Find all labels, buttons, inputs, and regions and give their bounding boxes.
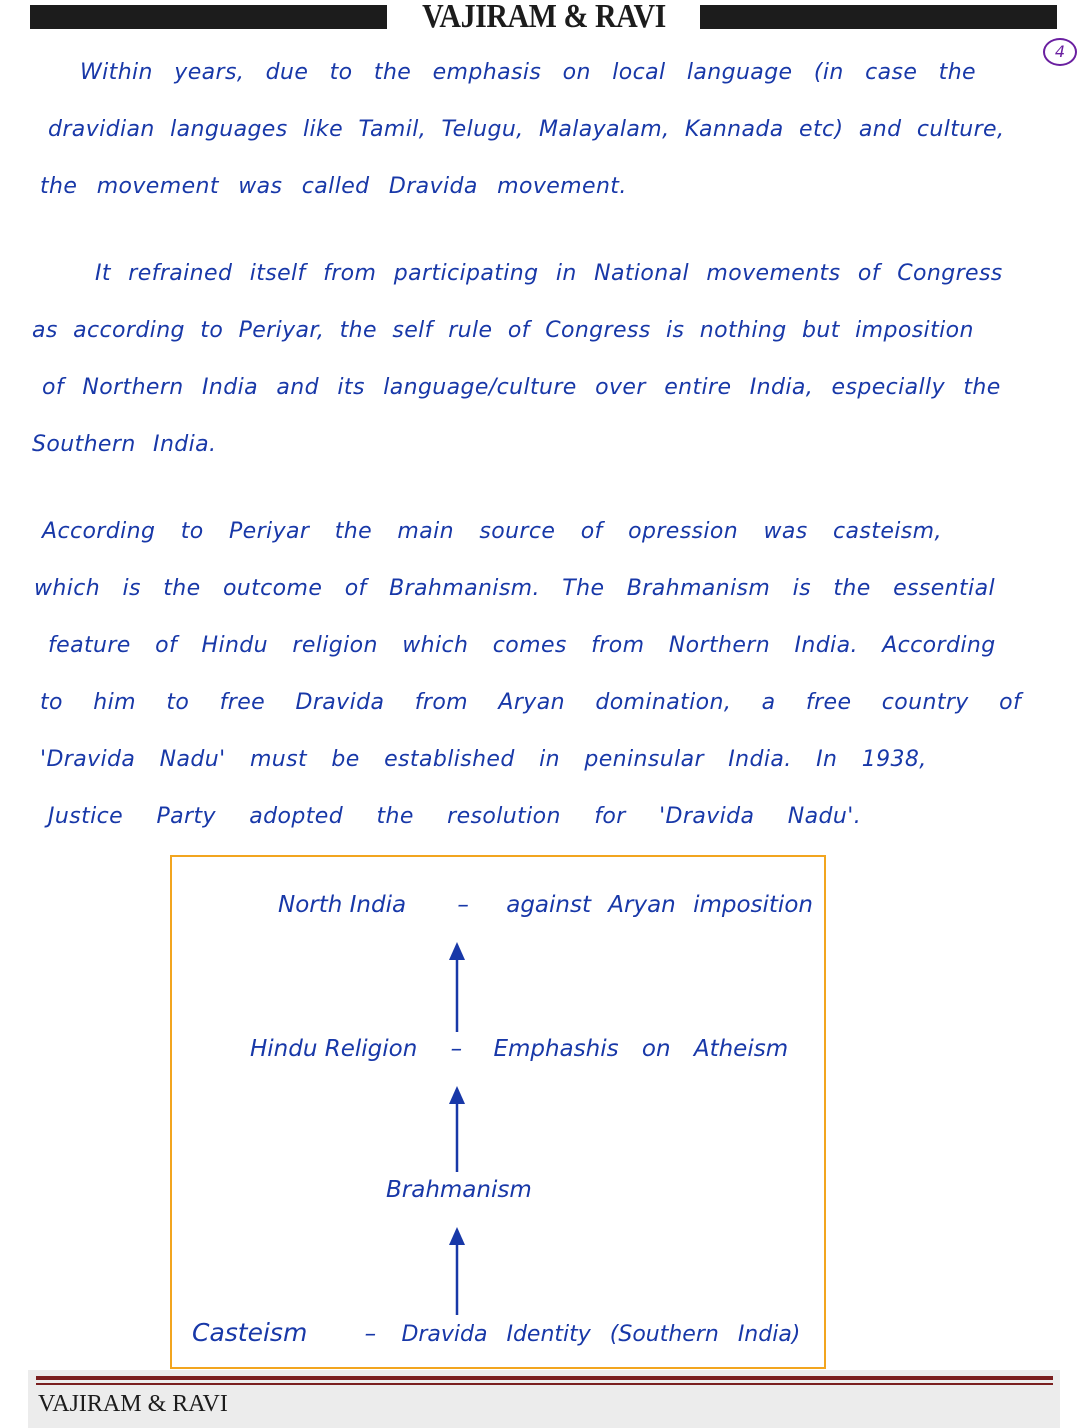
flow-diagram-box	[170, 855, 826, 1369]
diagram-node-separator: –	[450, 1036, 463, 1062]
diagram-node-separator: –	[457, 892, 469, 918]
diagram-node-note: Dravida Identity (Southern India)	[401, 1322, 801, 1347]
diagram-node-label: Brahmanism	[386, 1177, 532, 1203]
paragraph-3-line-2: which is the outcome of Brahmanism. The Brahmanism is the essential	[34, 576, 995, 601]
footer-rule-thin	[36, 1383, 1053, 1385]
diagram-arrow-up-icon	[449, 942, 465, 1032]
paragraph-2-line-1: It refrained itself from participating in National movements of Congress	[95, 261, 1003, 286]
paragraph-3-line-1: According to Periyar the main source of opression was casteism,	[42, 519, 942, 544]
footer-brand: VAJIRAM & RAVI	[38, 1391, 228, 1417]
diagram-node-north-india	[278, 892, 813, 918]
page-number-badge: 4	[1043, 38, 1077, 66]
header-rule-left	[30, 5, 387, 29]
diagram-arrow-up-icon	[449, 1227, 465, 1315]
paragraph-3-line-5: 'Dravida Nadu' must be established in peninsular India. In 1938,	[40, 747, 927, 772]
diagram-arrow-up-icon	[449, 1086, 465, 1172]
diagram-node-label: Hindu Religion	[250, 1036, 418, 1062]
diagram-node-label: Casteism	[192, 1318, 308, 1347]
diagram-node-note: Emphashis on Atheism	[493, 1036, 789, 1062]
paragraph-1-line-1: Within years, due to the emphasis on local language (in case the	[80, 60, 976, 85]
paragraph-1-line-2: dravidian languages like Tamil, Telugu, Malayalam, Kannada etc) and culture,	[48, 117, 1005, 142]
paragraph-2-line-3: of Northern India and its language/culture over entire India, especially the	[42, 375, 1001, 400]
diagram-node-hindu-religion	[250, 1036, 788, 1062]
paragraph-3-line-3: feature of Hindu religion which comes from Northern India. According	[48, 633, 996, 658]
diagram-node-brahmanism	[386, 1177, 532, 1203]
diagram-node-note: against Aryan imposition	[506, 892, 813, 918]
paragraph-3-line-6: Justice Party adopted the resolution for 'Dravida Nadu'.	[48, 804, 862, 829]
diagram-node-separator: –	[364, 1321, 377, 1347]
header-brand: VAJIRAM & RAVI	[422, 0, 666, 35]
diagram-node-casteism	[192, 1318, 800, 1347]
paragraph-2-line-2: as according to Periyar, the self rule of Congress is nothing but imposition	[32, 318, 974, 343]
paragraph-2-line-4: Southern India.	[32, 432, 217, 457]
paragraph-1-line-3: the movement was called Dravida movement.	[40, 174, 627, 199]
diagram-node-label: North India	[278, 892, 407, 918]
footer-rule	[36, 1376, 1053, 1380]
header-rule-right	[700, 5, 1057, 29]
paragraph-3-line-4: to him to free Dravida from Aryan domination, a free country of	[40, 690, 1022, 715]
